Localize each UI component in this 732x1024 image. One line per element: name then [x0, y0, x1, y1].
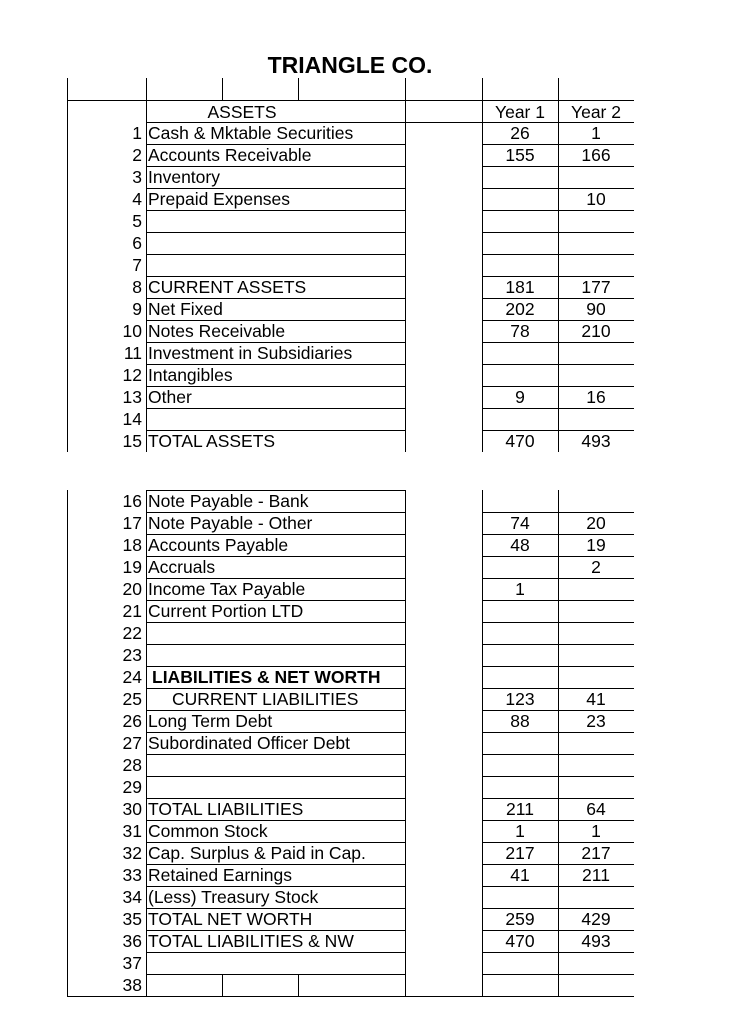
grid-line [146, 666, 405, 667]
row-number: 36 [122, 931, 142, 951]
row-label: Inventory [148, 167, 220, 187]
row-number: 18 [122, 535, 142, 555]
row-number: 27 [122, 733, 142, 753]
row-label: LIABILITIES & NET WORTH [152, 667, 381, 687]
row-number: 11 [123, 343, 142, 363]
grid-line [146, 342, 405, 343]
row-label: Accounts Payable [148, 535, 289, 555]
year2-value [558, 666, 634, 688]
year1-value: 41 [510, 865, 530, 885]
row-label: Retained Earnings [148, 865, 292, 885]
row-label: Income Tax Payable [148, 579, 306, 599]
year2-value: 493 [581, 931, 611, 951]
grid-line [146, 864, 405, 865]
year1-value [482, 754, 558, 776]
header-tick [482, 78, 483, 100]
row-number: 7 [132, 255, 142, 275]
year2-value: 10 [586, 189, 606, 209]
row-number: 3 [132, 167, 142, 187]
grid-line [146, 710, 405, 711]
year1-value [482, 622, 558, 644]
year2-value [558, 622, 634, 644]
year1-value: 123 [505, 689, 535, 709]
row-number: 23 [122, 645, 142, 665]
row-number: 24 [122, 667, 142, 687]
year1-value: 211 [506, 799, 534, 819]
row-number: 33 [122, 865, 142, 885]
grid-line [146, 144, 405, 145]
row-label: CURRENT LIABILITIES [172, 689, 359, 709]
grid-line [146, 408, 405, 409]
grid-line [146, 100, 147, 452]
row-label: Common Stock [148, 821, 268, 841]
year1-value: 74 [510, 513, 530, 533]
grid-line [405, 490, 406, 996]
grid-line [146, 556, 405, 557]
year2-value [558, 364, 634, 386]
row-number: 21 [122, 601, 142, 621]
year2-value: 16 [586, 387, 606, 407]
row-number: 10 [122, 321, 142, 341]
year2-value: 493 [581, 431, 611, 451]
year1-value: 1 [515, 579, 525, 599]
year2-value: 41 [586, 689, 606, 709]
year1-value [482, 666, 558, 688]
bottom-rule [67, 996, 634, 997]
row-label: (Less) Treasury Stock [148, 887, 319, 907]
grid-line [146, 298, 405, 299]
year2-value [558, 644, 634, 666]
header-tick [146, 78, 147, 100]
outer-left-border [67, 490, 68, 996]
row-number: 30 [122, 799, 142, 819]
assets-header: ASSETS [207, 102, 277, 122]
grid-line [146, 842, 405, 843]
year2-value [558, 886, 634, 908]
grid-line [146, 776, 405, 777]
grid-line [146, 188, 405, 189]
year2-value [558, 342, 634, 364]
header-tick [67, 78, 68, 100]
year1-value: 202 [505, 299, 535, 319]
year1-value: 78 [510, 321, 530, 341]
year2-value: 2 [591, 557, 601, 577]
year1-value [482, 342, 558, 364]
row-number: 6 [132, 233, 142, 253]
grid-line [146, 688, 405, 689]
grid-line [298, 974, 299, 996]
row-label: Prepaid Expenses [148, 189, 291, 209]
grid-line [146, 908, 405, 909]
grid-line [558, 490, 559, 996]
row-label: Current Portion LTD [148, 601, 304, 621]
year1-value [482, 408, 558, 430]
grid-line [146, 622, 405, 623]
grid-line [146, 886, 405, 887]
grid-line [146, 122, 634, 123]
row-number: 13 [122, 387, 142, 407]
year1-value: 217 [505, 843, 535, 863]
grid-line [146, 490, 147, 996]
year2-value [558, 578, 634, 600]
row-number: 16 [122, 491, 142, 511]
row-label: TOTAL LIABILITIES [148, 799, 304, 819]
row-number: 37 [122, 953, 142, 973]
year1-value: 1 [515, 821, 525, 841]
row-number: 35 [122, 909, 142, 929]
year1-value: 48 [510, 535, 530, 555]
grid-line [146, 534, 405, 535]
row-number: 25 [122, 689, 142, 709]
row-number: 14 [122, 409, 142, 429]
grid-line [146, 732, 405, 733]
year1-value [482, 886, 558, 908]
year2-value: 210 [581, 321, 611, 341]
row-number: 26 [122, 711, 142, 731]
grid-line [146, 320, 405, 321]
row-label: Long Term Debt [148, 711, 273, 731]
row-label: Note Payable - Bank [148, 491, 309, 511]
year2-value [558, 732, 634, 754]
year1-value [482, 166, 558, 188]
row-number: 34 [122, 887, 142, 907]
row-label: Net Fixed [148, 299, 223, 319]
row-number: 8 [132, 277, 142, 297]
row-number: 1 [132, 123, 142, 143]
year2-value: 1 [591, 821, 601, 841]
row-label: Investment in Subsidiaries [148, 343, 353, 363]
year1-value [482, 490, 558, 512]
row-number: 15 [122, 431, 142, 451]
header-tick [558, 78, 559, 100]
row-label: Intangibles [148, 365, 233, 385]
grid-line [146, 232, 405, 233]
row-number: 4 [132, 189, 142, 209]
grid-line [558, 100, 559, 452]
year2-value: 23 [586, 711, 606, 731]
year1-value [482, 254, 558, 276]
grid-line [146, 754, 405, 755]
row-label: TOTAL LIABILITIES & NW [148, 931, 354, 951]
year2-value: 64 [586, 799, 606, 819]
row-number: 20 [122, 579, 142, 599]
row-label: Notes Receivable [148, 321, 286, 341]
row-label: TOTAL ASSETS [148, 431, 276, 451]
year1-value [482, 364, 558, 386]
grid-line [146, 166, 405, 167]
year1-header: Year 1 [495, 102, 545, 122]
row-number: 17 [122, 513, 142, 533]
grid-line [146, 364, 405, 365]
year2-value: 19 [586, 535, 606, 555]
row-number: 31 [122, 821, 142, 841]
year1-value [482, 210, 558, 232]
year1-value: 259 [505, 909, 535, 929]
year2-value [558, 754, 634, 776]
row-number: 9 [132, 299, 142, 319]
year1-value [482, 732, 558, 754]
year1-value: 155 [505, 145, 535, 165]
year1-value [482, 600, 558, 622]
year2-header: Year 2 [571, 102, 621, 122]
grid-line [146, 386, 405, 387]
year2-value [558, 776, 634, 798]
grid-line [146, 276, 405, 277]
year1-value [482, 952, 558, 974]
header-tick [222, 78, 223, 100]
year1-value [482, 188, 558, 210]
year2-value [558, 210, 634, 232]
grid-line [482, 100, 483, 452]
row-number: 5 [132, 211, 142, 231]
year1-value [482, 232, 558, 254]
row-label: Other [148, 387, 192, 407]
grid-line [146, 798, 405, 799]
row-number: 19 [122, 557, 142, 577]
grid-line [146, 578, 405, 579]
row-label: Subordinated Officer Debt [148, 733, 351, 753]
year1-value: 88 [510, 711, 530, 731]
year2-value [558, 232, 634, 254]
grid-line [405, 100, 406, 452]
year2-value: 217 [581, 843, 611, 863]
row-label: Accounts Receivable [148, 145, 312, 165]
year2-value [558, 952, 634, 974]
row-label: Cash & Mktable Securities [148, 123, 354, 143]
row-number: 32 [122, 843, 142, 863]
grid-line [146, 490, 405, 491]
year2-value [558, 166, 634, 188]
year2-value: 429 [581, 909, 611, 929]
grid-line [146, 254, 405, 255]
row-label: Cap. Surplus & Paid in Cap. [148, 843, 366, 863]
year2-value [558, 600, 634, 622]
row-label: Note Payable - Other [148, 513, 313, 533]
year2-value: 177 [581, 277, 611, 297]
year1-value: 470 [505, 931, 535, 951]
row-label: CURRENT ASSETS [148, 277, 307, 297]
grid-line [146, 644, 405, 645]
grid-line [146, 952, 405, 953]
row-label: TOTAL NET WORTH [148, 909, 313, 929]
page-title: TRIANGLE CO. [267, 52, 433, 78]
year2-value [558, 408, 634, 430]
year2-value [558, 974, 634, 996]
row-number: 2 [132, 145, 142, 165]
year1-value [482, 974, 558, 996]
row-label: Accruals [148, 557, 216, 577]
year2-value: 20 [586, 513, 606, 533]
year1-value: 26 [510, 123, 530, 143]
header-top-rule [67, 100, 634, 101]
grid-line [222, 974, 223, 996]
year1-value: 470 [505, 431, 535, 451]
grid-line [146, 600, 405, 601]
year2-value: 1 [591, 123, 601, 143]
grid-line [146, 974, 405, 975]
header-tick [405, 78, 406, 100]
year1-value: 9 [515, 387, 525, 407]
grid-line [146, 430, 405, 431]
row-number: 38 [122, 975, 142, 995]
grid-line [482, 490, 483, 996]
row-number: 22 [122, 623, 142, 643]
year1-value [482, 556, 558, 578]
year2-value: 166 [581, 145, 611, 165]
row-number: 29 [122, 777, 142, 797]
grid-line [146, 512, 405, 513]
header-tick [298, 78, 299, 100]
year2-value: 211 [582, 865, 610, 885]
year1-value [482, 776, 558, 798]
row-number: 28 [122, 755, 142, 775]
row-number: 12 [122, 365, 142, 385]
grid-line [146, 930, 405, 931]
year1-value: 181 [505, 277, 535, 297]
grid-line [146, 210, 405, 211]
year2-value: 90 [586, 299, 606, 319]
year2-value [558, 490, 634, 512]
grid-line [146, 820, 405, 821]
year1-value [482, 644, 558, 666]
year2-value [558, 254, 634, 276]
outer-left-border [67, 100, 68, 452]
